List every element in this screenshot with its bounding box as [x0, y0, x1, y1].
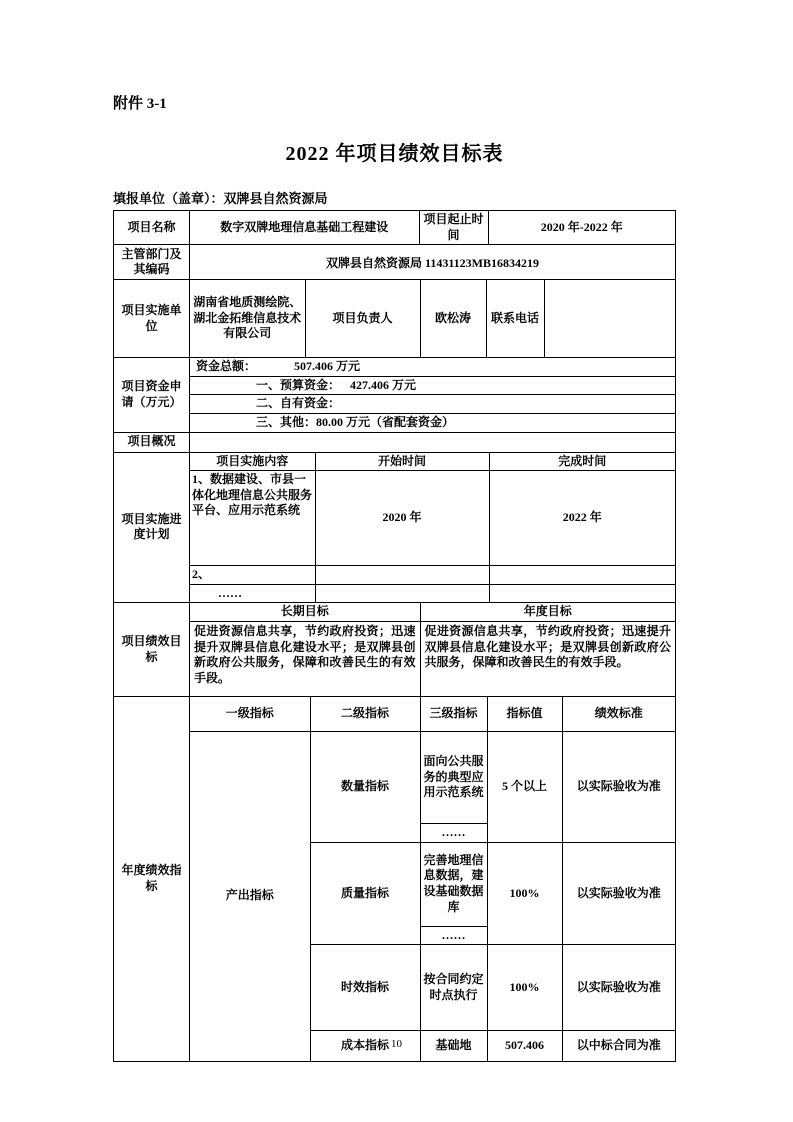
contact-phone-label: 联系电话 [486, 280, 544, 357]
implement-unit-inner-table [190, 280, 675, 357]
schedule-row1-content: 1、数据建设、市县一体化地理信息公共服务平台、应用示范系统 [190, 471, 315, 566]
funding-own-row [190, 395, 675, 414]
indicator-quality-value: 100% [487, 842, 562, 945]
schedule-header-finish: 完成时间 [489, 453, 675, 471]
row-goals [114, 603, 676, 697]
performance-target-table [113, 210, 676, 1062]
schedule-row2-start [315, 566, 489, 585]
schedule-row3-finish [489, 584, 675, 602]
schedule-row3-content: …… [190, 584, 315, 602]
indicators-header-level1: 一级指标 [190, 697, 310, 731]
indicator-timeliness-standard: 以实际验收为准 [562, 945, 675, 1031]
implement-unit-value: 湖南省地质测绘院、湖北金拓维信息技术有限公司 [190, 280, 305, 357]
indicator-level1-output: 产出指标 [190, 731, 310, 1060]
indicator-cost-value: 507.406 [487, 1031, 562, 1061]
annual-indicators-label: 年度绩效指标 [114, 697, 190, 1061]
indicator-timeliness-level3: 按合同约定时点执行 [420, 945, 487, 1031]
project-name-inner-table [190, 211, 675, 244]
indicator-timeliness-label: 时效指标 [310, 945, 420, 1031]
indicator-timeliness-value: 100% [487, 945, 562, 1031]
goals-inner-table [190, 603, 675, 696]
funding-total-label: 资金总额： [196, 359, 257, 374]
schedule-row1-start: 2020 年 [315, 471, 489, 566]
row-project-name [114, 211, 676, 245]
goals-content [190, 603, 676, 697]
row-overview [114, 432, 676, 452]
indicator-quality-standard: 以实际验收为准 [562, 842, 675, 945]
funding-total-amount: 507.406 万元 [294, 359, 361, 374]
schedule-row2-content: 2、 [190, 566, 315, 585]
project-name-value: 数字双牌地理信息基础工程建设 [190, 211, 419, 244]
contact-phone-value [544, 280, 675, 357]
funding-budget-row [190, 376, 675, 395]
funding-budget-amount: 427.406 万元 [350, 377, 417, 392]
implement-unit-label: 项目实施单位 [114, 280, 190, 358]
indicator-quantity-value: 5 个以上 [487, 731, 562, 842]
page-number: 10 [391, 1038, 402, 1050]
row-department [114, 245, 676, 280]
department-label: 主管部门及其编码 [114, 245, 190, 280]
project-leader-value: 欧松涛 [420, 280, 486, 357]
row-annual-indicators [114, 697, 676, 1061]
funding-budget-label: 一、预算资金： [256, 377, 341, 392]
annual-indicators-content [190, 697, 676, 1061]
annual-goal-text: 促进资源信息共享，节约政府投资；迅速提升双牌县信息化建设水平；是双牌县创新政府公共服务，保障和改善民生的有效手段。 [420, 621, 675, 696]
indicator-quality-level3: 完善地理信息数据，建设基础数据库 [420, 842, 487, 926]
implement-unit-content [190, 280, 676, 358]
indicators-header-level3: 三级指标 [420, 697, 487, 731]
schedule-label: 项目实施进度计划 [114, 452, 190, 603]
page-title: 2022 年项目绩效目标表 [285, 143, 504, 165]
indicators-inner-table [190, 697, 675, 1060]
schedule-row3-start [315, 584, 489, 602]
project-name-label: 项目名称 [114, 211, 190, 245]
goals-label: 项目绩效目标 [114, 603, 190, 697]
project-period-value: 2020 年-2022 年 [488, 211, 675, 244]
indicator-quantity-label: 数量指标 [310, 731, 420, 842]
row-schedule [114, 452, 676, 603]
annual-goal-header: 年度目标 [420, 603, 675, 621]
overview-label: 项目概况 [114, 432, 190, 452]
schedule-content [190, 452, 676, 603]
funding-label: 项目资金申请（万元） [114, 358, 190, 432]
long-term-goal-text: 促进资源信息共享，节约政府投资；迅速提升双牌县信息化建设水平；是双牌县创新政府公共服务，保障和改善民生的有效手段。 [190, 621, 420, 696]
schedule-row2-finish [489, 566, 675, 585]
indicator-quantity-standard: 以实际验收为准 [562, 731, 675, 842]
indicators-header-standard: 绩效标准 [562, 697, 675, 731]
schedule-header-start: 开始时间 [315, 453, 489, 471]
funding-other-row [190, 413, 675, 431]
overview-value [190, 432, 676, 452]
funding-total-row [190, 358, 675, 376]
indicator-quantity-level3: 面向公共服务的典型应用示范系统 [420, 731, 487, 823]
indicator-quantity-ellipsis: …… [420, 823, 487, 842]
project-name-content [190, 211, 676, 245]
project-leader-label: 项目负责人 [305, 280, 420, 357]
indicators-header-value: 指标值 [487, 697, 562, 731]
funding-content [190, 358, 676, 432]
indicator-quality-ellipsis: …… [420, 926, 487, 945]
row-funding [114, 358, 676, 432]
indicator-cost-standard: 以中标合同为准 [562, 1031, 675, 1061]
schedule-inner-table [190, 453, 675, 603]
schedule-row1-finish: 2022 年 [489, 471, 675, 566]
attachment-label: 附件 3-1 [113, 96, 167, 112]
funding-own-label: 二、自有资金： [256, 396, 341, 411]
indicator-quality-label: 质量指标 [310, 842, 420, 945]
fill-unit-line: 填报单位（盖章）：双牌县自然资源局 [113, 191, 328, 206]
row-implement-unit [114, 280, 676, 358]
indicator-cost-level3: 基础地 [420, 1031, 487, 1061]
schedule-header-content: 项目实施内容 [190, 453, 315, 471]
long-term-goal-header: 长期目标 [190, 603, 420, 621]
funding-other-label: 三、其他：80.00 万元（省配套资金） [256, 414, 455, 429]
indicators-header-level2: 二级指标 [310, 697, 420, 731]
indicator-cost-label: 成本指标 [310, 1031, 420, 1061]
funding-inner-table [190, 358, 675, 431]
project-period-label: 项目起止时间 [419, 211, 488, 244]
department-value: 双牌县自然资源局 11431123MB16834219 [190, 245, 676, 280]
